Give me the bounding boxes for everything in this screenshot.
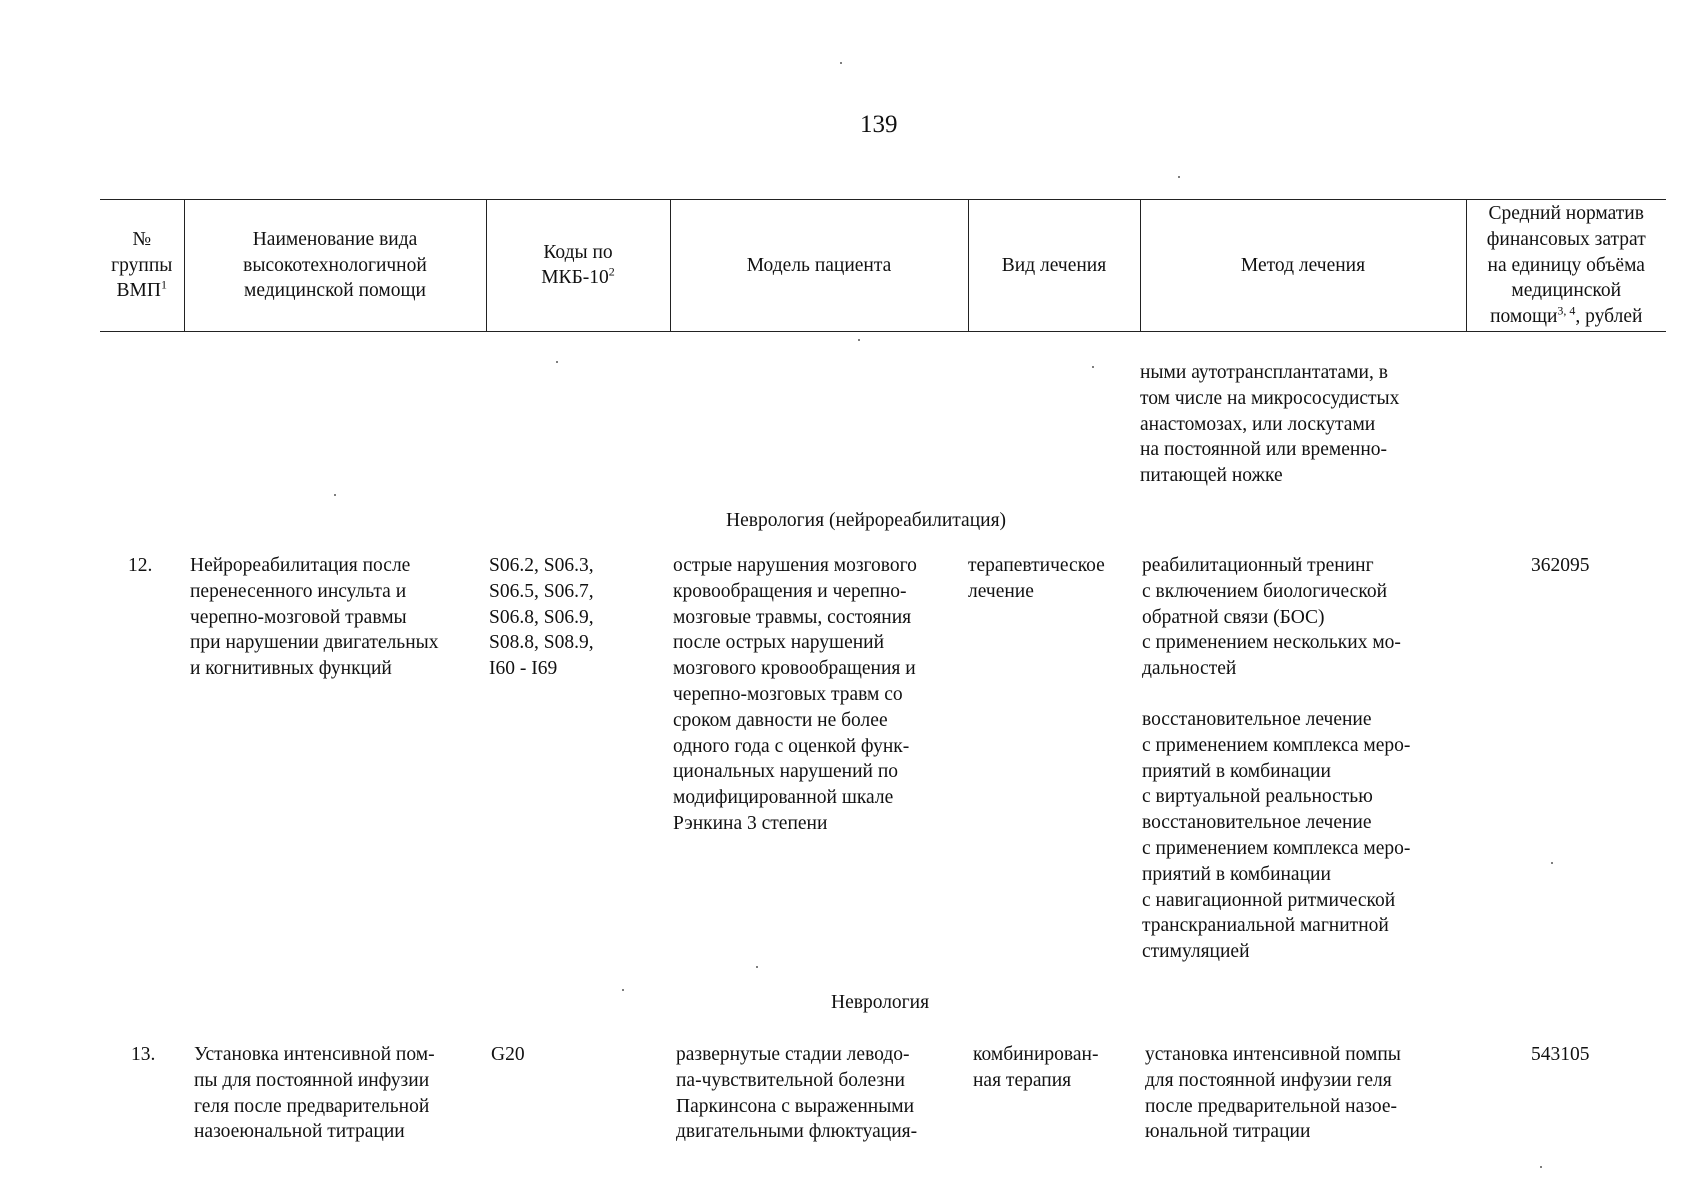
header-bottom-rule (100, 331, 1666, 332)
section-title: Неврология (831, 992, 930, 1013)
scan-speck (556, 361, 558, 363)
continuation-method-text: ными аутотрансплантатами, в том числе на микрососудистых анастомозах, или лоскутами на постоянной или временно- питающей ножке (1140, 362, 1400, 487)
scan-speck (1551, 862, 1553, 864)
header-group-number: № группы ВМП$^1$ (111, 228, 173, 302)
scan-speck (622, 989, 624, 991)
scan-speck (1178, 176, 1180, 178)
scan-speck (858, 339, 860, 341)
row-patient-model: острые нарушения мозгового кровообращения и черепно- мозговые травмы, состояния после острых нарушений мозгового кровообращения и черепно-мозговых травм со сроком давности не более одного года с оценкой функ- циональных нарушений по модифицированной шкале Рэнкина 3 степени (673, 555, 917, 834)
row-number: 13. (131, 1044, 156, 1065)
row-treatment-type: комбинирован- ная терапия (973, 1044, 1099, 1091)
scan-speck (334, 494, 336, 496)
header-treatment-type: Вид лечения (968, 199, 1140, 332)
row-method: восстановительное лечение с применением комплекса меро- приятий в комбинации с виртуальной реальностью восстановительное лечение с применением комплекса меро- приятий в комбинации с навигационной ритмической транскраниальной магнитной стимуляцией (1142, 709, 1411, 963)
header-cost: Средний норматив финансовых затрат на единицу объёма медицинской помощи$^{3, 4}$, рублей (1466, 199, 1666, 332)
section-title: Неврология (нейрореабилитация) (726, 510, 1007, 531)
header-patient-model: Модель пациента (670, 199, 968, 332)
row-cost: 543105 (1531, 1044, 1590, 1065)
page-number: 139 (860, 111, 898, 138)
scan-speck (1540, 1166, 1542, 1168)
scan-speck (756, 966, 758, 968)
row-method: реабилитационный тренинг с включением биологической обратной связи (БОС) с применением нескольких мо- дальностей (1142, 555, 1401, 680)
row-name: Установка интенсивной пом- пы для постоянной инфузии геля после предварительной назоеюнальной титрации (194, 1044, 435, 1143)
header-method: Метод лечения (1140, 199, 1466, 332)
row-name: Нейрореабилитация после перенесенного инсульта и черепно-мозговой травмы при нарушении двигательных и когнитивных функций (190, 555, 439, 680)
scan-speck (1092, 366, 1094, 368)
row-method: установка интенсивной помпы для постоянной инфузии геля после предварительной назое- юнальной титрации (1145, 1044, 1401, 1143)
row-patient-model: развернутые стадии леводо- па-чувствительной болезни Паркинсона с выраженными двигательными флюктуация- (676, 1044, 918, 1143)
row-cost: 362095 (1531, 555, 1590, 576)
header-codes: Коды по МКБ-$10^2$ (486, 199, 670, 332)
scan-speck (840, 62, 842, 64)
row-codes: G20 (491, 1044, 525, 1065)
row-treatment-type: терапевтическое лечение (968, 555, 1105, 602)
row-codes: S06.2, S06.3, S06.5, S06.7, S06.8, S06.9, S08.8, S08.9, I60 - I69 (489, 555, 594, 680)
header-name: Наименование вида высокотехнологичной медицинской помощи (184, 199, 486, 332)
row-number: 12. (128, 555, 153, 576)
table-header (100, 199, 1666, 332)
